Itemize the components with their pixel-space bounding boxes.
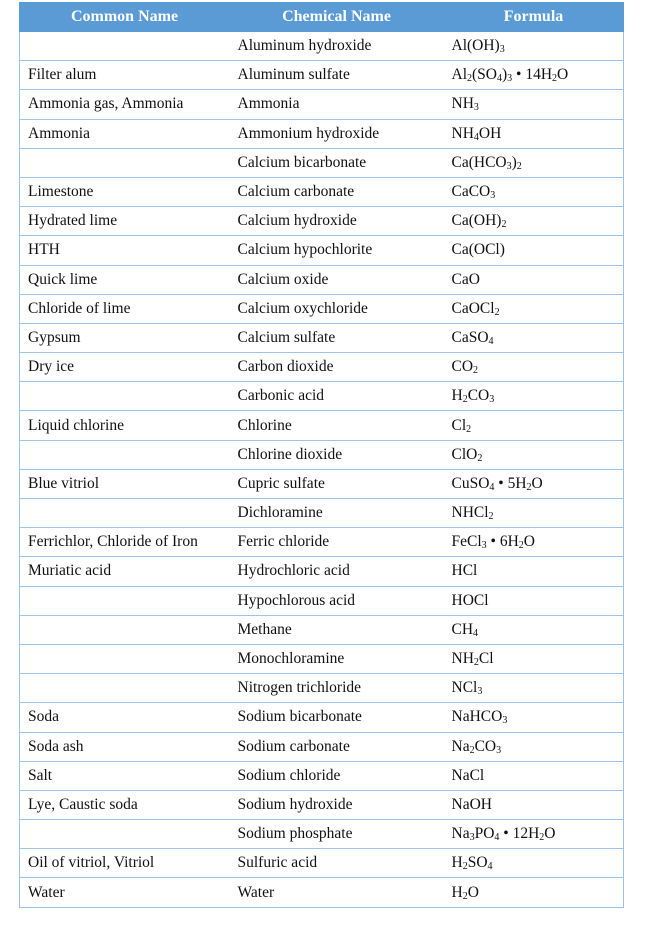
chemical-name-cell: Monochloramine xyxy=(230,644,444,673)
formula-cell: HCl xyxy=(444,557,624,586)
chemical-name-cell: Carbonic acid xyxy=(230,382,444,411)
chemical-names-table-container xyxy=(19,2,623,908)
table-row xyxy=(20,294,624,323)
formula-cell: $Ca(HCO_3)_2$ xyxy=(444,148,624,177)
chemical-name-cell: Aluminum sulfate xyxy=(230,61,444,90)
table-row xyxy=(20,790,624,819)
chemical-name-cell: Cupric sulfate xyxy=(230,469,444,498)
common-name-cell xyxy=(20,615,230,644)
chemical-name-cell: Sodium bicarbonate xyxy=(230,703,444,732)
common-name-cell: Ferrichlor, Chloride of Iron xyxy=(20,528,230,557)
common-name-cell xyxy=(20,674,230,703)
formula-cell: HOCl xyxy=(444,586,624,615)
common-name-cell: Salt xyxy=(20,761,230,790)
chemical-name-cell: Nitrogen trichloride xyxy=(230,674,444,703)
chemical-name-cell: Carbon dioxide xyxy=(230,353,444,382)
common-name-cell xyxy=(20,820,230,849)
table-row xyxy=(20,703,624,732)
chemical-name-cell: Sodium chloride xyxy=(230,761,444,790)
formula-cell: $CH_4$ xyxy=(444,615,624,644)
formula-cell: $NH_4OH$ xyxy=(444,119,624,148)
common-name-cell: Lye, Caustic soda xyxy=(20,790,230,819)
chemical-name-cell: Chlorine dioxide xyxy=(230,440,444,469)
chemical-name-cell: Ferric chloride xyxy=(230,528,444,557)
common-name-cell: Liquid chlorine xyxy=(20,411,230,440)
table-row xyxy=(20,849,624,878)
chemical-name-cell: Calcium sulfate xyxy=(230,323,444,352)
header-formula: Formula xyxy=(444,3,624,32)
chemical-name-cell: Calcium hydroxide xyxy=(230,207,444,236)
table-row xyxy=(20,557,624,586)
chemical-name-cell: Water xyxy=(230,878,444,907)
formula-cell: $H_2O$ xyxy=(444,878,624,907)
common-name-cell xyxy=(20,586,230,615)
formula-cell: $NH_2Cl$ xyxy=(444,644,624,673)
common-name-cell: Quick lime xyxy=(20,265,230,294)
common-name-cell: HTH xyxy=(20,236,230,265)
common-name-cell: Blue vitriol xyxy=(20,469,230,498)
table-row xyxy=(20,353,624,382)
formula-cell: NHCl$_2$ xyxy=(444,499,624,528)
table-row xyxy=(20,878,624,907)
common-name-cell: Soda ash xyxy=(20,732,230,761)
chemical-name-cell: Calcium bicarbonate xyxy=(230,148,444,177)
chemical-name-cell: Dichloramine xyxy=(230,499,444,528)
header-row xyxy=(20,3,624,32)
common-name-cell: Water xyxy=(20,878,230,907)
table-row xyxy=(20,528,624,557)
formula-cell: CaCO$_3$ xyxy=(444,177,624,206)
formula-cell: ClO$_2$ xyxy=(444,440,624,469)
chemical-name-cell: Methane xyxy=(230,615,444,644)
formula-cell: CaSO$_4$ xyxy=(444,323,624,352)
formula-cell: $Al_2(SO_4)_3$ • $14H_2O$ xyxy=(444,61,624,90)
table-row xyxy=(20,207,624,236)
header-chemical-name: Chemical Name xyxy=(230,3,444,32)
header-common-name: Common Name xyxy=(20,3,230,32)
common-name-cell xyxy=(20,499,230,528)
chemical-name-cell: Calcium oxide xyxy=(230,265,444,294)
table-row xyxy=(20,177,624,206)
table-row xyxy=(20,236,624,265)
table-row xyxy=(20,323,624,352)
table-row xyxy=(20,61,624,90)
table-row xyxy=(20,499,624,528)
table-row xyxy=(20,382,624,411)
chemical-name-cell: Hydrochloric acid xyxy=(230,557,444,586)
common-name-cell: Limestone xyxy=(20,177,230,206)
formula-cell: NaHCO$_3$ xyxy=(444,703,624,732)
table-body xyxy=(20,32,624,908)
table-row xyxy=(20,440,624,469)
common-name-cell xyxy=(20,382,230,411)
formula-cell: NaCl xyxy=(444,761,624,790)
table-header xyxy=(20,3,624,32)
common-name-cell: Dry ice xyxy=(20,353,230,382)
formula-cell: NaOH xyxy=(444,790,624,819)
chemical-name-cell: Calcium oxychloride xyxy=(230,294,444,323)
common-name-cell: Ammonia xyxy=(20,119,230,148)
chemical-names-table xyxy=(19,2,624,908)
formula-cell: Ca(OCl) xyxy=(444,236,624,265)
table-row xyxy=(20,732,624,761)
common-name-cell: Ammonia gas, Ammonia xyxy=(20,90,230,119)
formula-cell: CuSO$_4$ • $5H_2O$ xyxy=(444,469,624,498)
chemical-name-cell: Sulfuric acid xyxy=(230,849,444,878)
table-row xyxy=(20,265,624,294)
chemical-name-cell: Aluminum hydroxide xyxy=(230,32,444,61)
formula-cell: FeCl$_3$ • $6H_2O$ xyxy=(444,528,624,557)
table-row xyxy=(20,615,624,644)
formula-cell: $H_2SO_4$ xyxy=(444,849,624,878)
formula-cell: $H_2CO_3$ xyxy=(444,382,624,411)
chemical-name-cell: Calcium carbonate xyxy=(230,177,444,206)
table-row xyxy=(20,148,624,177)
table-row xyxy=(20,411,624,440)
chemical-name-cell: Sodium hydroxide xyxy=(230,790,444,819)
chemical-name-cell: Ammonia xyxy=(230,90,444,119)
table-row xyxy=(20,820,624,849)
formula-cell: $Na_3PO_4$ • $12H_2O$ xyxy=(444,820,624,849)
common-name-cell: Hydrated lime xyxy=(20,207,230,236)
common-name-cell: Filter alum xyxy=(20,61,230,90)
formula-cell: $CO_2$ xyxy=(444,353,624,382)
table-row xyxy=(20,119,624,148)
chemical-name-cell: Sodium carbonate xyxy=(230,732,444,761)
common-name-cell xyxy=(20,148,230,177)
chemical-name-cell: Sodium phosphate xyxy=(230,820,444,849)
common-name-cell xyxy=(20,440,230,469)
formula-cell: CaO xyxy=(444,265,624,294)
chemical-name-cell: Chlorine xyxy=(230,411,444,440)
table-row xyxy=(20,90,624,119)
table-row xyxy=(20,761,624,790)
common-name-cell xyxy=(20,644,230,673)
chemical-name-cell: Hypochlorous acid xyxy=(230,586,444,615)
formula-cell: $NH_3$ xyxy=(444,90,624,119)
table-row xyxy=(20,674,624,703)
table-row xyxy=(20,586,624,615)
formula-cell: $Cl_2$ xyxy=(444,411,624,440)
common-name-cell: Chloride of lime xyxy=(20,294,230,323)
common-name-cell: Muriatic acid xyxy=(20,557,230,586)
chemical-name-cell: Ammonium hydroxide xyxy=(230,119,444,148)
table-row xyxy=(20,469,624,498)
common-name-cell xyxy=(20,32,230,61)
chemical-name-cell: Calcium hypochlorite xyxy=(230,236,444,265)
common-name-cell: Soda xyxy=(20,703,230,732)
common-name-cell: Gypsum xyxy=(20,323,230,352)
formula-cell: CaOCl$_2$ xyxy=(444,294,624,323)
table-row xyxy=(20,644,624,673)
formula-cell: NCl$_3$ xyxy=(444,674,624,703)
formula-cell: $Ca(OH)_2$ xyxy=(444,207,624,236)
formula-cell: $Al(OH)_3$ xyxy=(444,32,624,61)
table-row xyxy=(20,32,624,61)
common-name-cell: Oil of vitriol, Vitriol xyxy=(20,849,230,878)
formula-cell: $Na_2CO_3$ xyxy=(444,732,624,761)
